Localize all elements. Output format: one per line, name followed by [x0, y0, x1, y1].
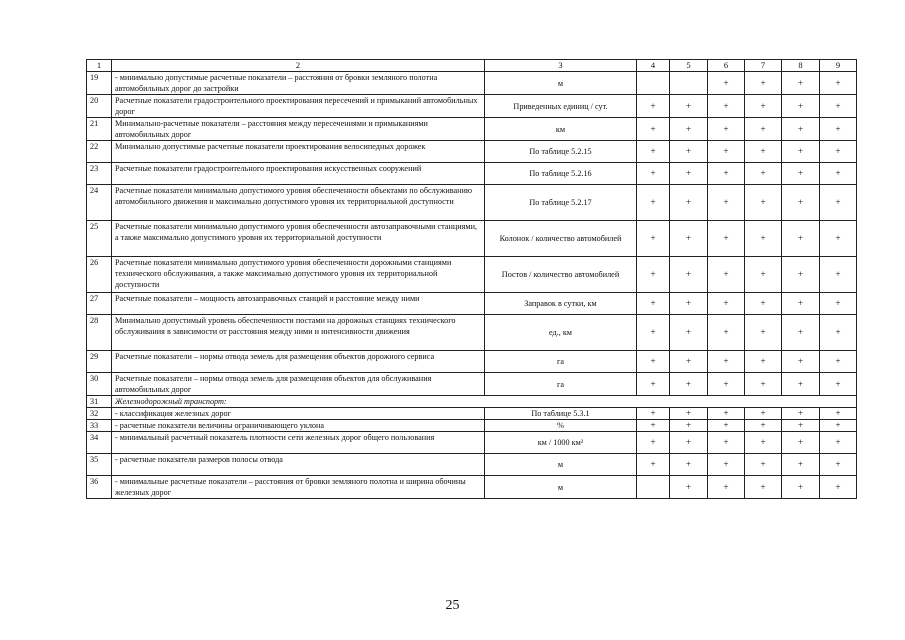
applicability-mark-cell: + — [820, 315, 857, 351]
unit-cell: м — [485, 476, 637, 499]
table-row — [87, 257, 857, 293]
table-header-row — [87, 60, 857, 72]
row-number-cell: 24 — [87, 185, 112, 221]
description-cell: Расчетные показатели – нормы отвода земель для размещения объектов дорожного сервиса — [112, 351, 485, 373]
applicability-mark-cell: + — [782, 454, 820, 476]
applicability-mark-cell: + — [708, 95, 745, 118]
unit-cell: км — [485, 118, 637, 141]
row-number-cell: 21 — [87, 118, 112, 141]
section-title-cell: Железнодорожный транспорт: — [112, 396, 857, 408]
unit-cell: % — [485, 420, 637, 432]
applicability-mark-cell: + — [820, 373, 857, 396]
row-number-cell: 32 — [87, 408, 112, 420]
row-number-cell: 20 — [87, 95, 112, 118]
applicability-mark-cell: + — [708, 373, 745, 396]
applicability-mark-cell: + — [670, 95, 708, 118]
table-row — [87, 72, 857, 95]
applicability-mark-cell: + — [670, 163, 708, 185]
table-row — [87, 95, 857, 118]
applicability-mark-cell: + — [782, 141, 820, 163]
applicability-mark-cell: + — [708, 315, 745, 351]
unit-cell: Колонок / количество автомобилей — [485, 221, 637, 257]
applicability-mark-cell: + — [637, 163, 670, 185]
applicability-mark-cell: + — [637, 257, 670, 293]
table-row — [87, 420, 857, 432]
applicability-mark-cell: + — [745, 185, 782, 221]
applicability-mark-cell: + — [708, 257, 745, 293]
unit-cell: По таблице 5.3.1 — [485, 408, 637, 420]
unit-cell: ед., км — [485, 315, 637, 351]
applicability-mark-cell: + — [745, 141, 782, 163]
applicability-mark-cell: + — [670, 141, 708, 163]
applicability-mark-cell: + — [708, 420, 745, 432]
applicability-mark-cell: + — [820, 432, 857, 454]
applicability-mark-cell: + — [708, 118, 745, 141]
applicability-mark-cell: + — [782, 72, 820, 95]
row-number-cell: 31 — [87, 396, 112, 408]
unit-cell: м — [485, 72, 637, 95]
header-cell: 5 — [670, 60, 708, 72]
row-number-cell: 23 — [87, 163, 112, 185]
applicability-mark-cell: + — [670, 454, 708, 476]
applicability-mark-cell: + — [637, 420, 670, 432]
applicability-mark-cell: + — [637, 293, 670, 315]
applicability-mark-cell: + — [745, 72, 782, 95]
applicability-mark-cell: + — [745, 432, 782, 454]
row-number-cell: 25 — [87, 221, 112, 257]
applicability-mark-cell: + — [782, 257, 820, 293]
applicability-mark-cell: + — [782, 432, 820, 454]
unit-cell: Заправок в сутки, км — [485, 293, 637, 315]
applicability-mark-cell: + — [708, 163, 745, 185]
header-cell: 9 — [820, 60, 857, 72]
applicability-mark-cell: + — [637, 432, 670, 454]
applicability-mark-cell: + — [745, 95, 782, 118]
applicability-mark-cell: + — [708, 351, 745, 373]
table-row — [87, 141, 857, 163]
applicability-mark-cell: + — [745, 351, 782, 373]
requirements-table — [86, 59, 857, 499]
applicability-mark-cell: + — [637, 95, 670, 118]
applicability-mark-cell: + — [745, 221, 782, 257]
applicability-mark-cell: + — [782, 408, 820, 420]
applicability-mark-cell: + — [637, 118, 670, 141]
description-cell: - минимально допустимые расчетные показатели – расстояния от бровки земляного полотна автомобильных дорог до застройки — [112, 72, 485, 95]
applicability-mark-cell: + — [670, 118, 708, 141]
table-row — [87, 432, 857, 454]
applicability-mark-cell: + — [820, 118, 857, 141]
applicability-mark-cell: + — [670, 293, 708, 315]
row-number-cell: 30 — [87, 373, 112, 396]
applicability-mark-cell — [637, 72, 670, 95]
applicability-mark-cell: + — [820, 141, 857, 163]
applicability-mark-cell: + — [745, 373, 782, 396]
table-row — [87, 163, 857, 185]
unit-cell: По таблице 5.2.15 — [485, 141, 637, 163]
table-row — [87, 118, 857, 141]
header-cell: 6 — [708, 60, 745, 72]
applicability-mark-cell: + — [820, 95, 857, 118]
unit-cell: По таблице 5.2.16 — [485, 163, 637, 185]
table-row — [87, 351, 857, 373]
applicability-mark-cell: + — [820, 454, 857, 476]
table-row — [87, 315, 857, 351]
row-number-cell: 26 — [87, 257, 112, 293]
table-section-row — [87, 396, 857, 408]
applicability-mark-cell: + — [708, 141, 745, 163]
applicability-mark-cell: + — [670, 185, 708, 221]
description-cell: - расчетные показатели размеров полосы отвода — [112, 454, 485, 476]
description-cell: Расчетные показатели минимально допустимого уровня обеспеченности автозаправочными станциями, а также максимально допустимого уровня их территориальной доступности — [112, 221, 485, 257]
applicability-mark-cell: + — [782, 420, 820, 432]
applicability-mark-cell: + — [820, 221, 857, 257]
applicability-mark-cell: + — [708, 454, 745, 476]
applicability-mark-cell: + — [820, 293, 857, 315]
applicability-mark-cell: + — [782, 163, 820, 185]
applicability-mark-cell: + — [637, 454, 670, 476]
applicability-mark-cell — [670, 72, 708, 95]
applicability-mark-cell: + — [820, 257, 857, 293]
header-cell: 4 — [637, 60, 670, 72]
applicability-mark-cell: + — [708, 185, 745, 221]
applicability-mark-cell: + — [820, 476, 857, 499]
applicability-mark-cell: + — [745, 257, 782, 293]
applicability-mark-cell: + — [670, 420, 708, 432]
applicability-mark-cell: + — [708, 408, 745, 420]
applicability-mark-cell: + — [745, 454, 782, 476]
applicability-mark-cell: + — [782, 476, 820, 499]
applicability-mark-cell: + — [782, 293, 820, 315]
unit-cell: км / 1000 км² — [485, 432, 637, 454]
applicability-mark-cell: + — [745, 118, 782, 141]
applicability-mark-cell: + — [782, 95, 820, 118]
page-number: 25 — [445, 598, 460, 613]
applicability-mark-cell: + — [745, 163, 782, 185]
applicability-mark-cell: + — [637, 141, 670, 163]
applicability-mark-cell: + — [745, 420, 782, 432]
applicability-mark-cell: + — [670, 221, 708, 257]
applicability-mark-cell: + — [782, 118, 820, 141]
header-cell: 8 — [782, 60, 820, 72]
applicability-mark-cell — [637, 476, 670, 499]
unit-cell: Постов / количество автомобилей — [485, 257, 637, 293]
row-number-cell: 36 — [87, 476, 112, 499]
row-number-cell: 33 — [87, 420, 112, 432]
applicability-mark-cell: + — [637, 221, 670, 257]
applicability-mark-cell: + — [708, 432, 745, 454]
description-cell: - классификация железных дорог — [112, 408, 485, 420]
table-row — [87, 373, 857, 396]
applicability-mark-cell: + — [708, 293, 745, 315]
header-cell: 3 — [485, 60, 637, 72]
applicability-mark-cell: + — [820, 351, 857, 373]
applicability-mark-cell: + — [820, 72, 857, 95]
row-number-cell: 22 — [87, 141, 112, 163]
table-row — [87, 476, 857, 499]
description-cell: Расчетные показатели – нормы отвода земель для размещения объектов для обслуживания автомобильных дорог — [112, 373, 485, 396]
applicability-mark-cell: + — [782, 315, 820, 351]
applicability-mark-cell: + — [782, 221, 820, 257]
unit-cell: га — [485, 373, 637, 396]
description-cell: - минимальный расчетный показатель плотности сети железных дорог общего пользования — [112, 432, 485, 454]
applicability-mark-cell: + — [637, 373, 670, 396]
table-row — [87, 293, 857, 315]
description-cell: Минимально-расчетные показатели – расстояния между пересечениями и примыканиями автомобильных дорог — [112, 118, 485, 141]
row-number-cell: 27 — [87, 293, 112, 315]
applicability-mark-cell: + — [670, 315, 708, 351]
header-cell: 7 — [745, 60, 782, 72]
applicability-mark-cell: + — [670, 351, 708, 373]
row-number-cell: 28 — [87, 315, 112, 351]
description-cell: Минимально допустимый уровень обеспеченности постами на дорожных станциях технического обслуживания в зависимости от расстояния между ними и интенсивности движения — [112, 315, 485, 351]
description-cell: Минимально допустимые расчетные показатели проектирования велосипедных дорожек — [112, 141, 485, 163]
unit-cell: Приведенных единиц / сут. — [485, 95, 637, 118]
applicability-mark-cell: + — [670, 373, 708, 396]
applicability-mark-cell: + — [708, 221, 745, 257]
row-number-cell: 19 — [87, 72, 112, 95]
description-cell: Расчетные показатели градостроительного проектирования пересечений и примыканий автомобильных дорог — [112, 95, 485, 118]
description-cell: Расчетные показатели минимально допустимого уровня обеспеченности дорожными станциями технического обслуживания, а также максимально допустимого уровня их территориальной доступности — [112, 257, 485, 293]
table-row — [87, 185, 857, 221]
applicability-mark-cell: + — [745, 315, 782, 351]
table-row — [87, 408, 857, 420]
applicability-mark-cell: + — [782, 185, 820, 221]
unit-cell: По таблице 5.2.17 — [485, 185, 637, 221]
table-row — [87, 454, 857, 476]
applicability-mark-cell: + — [670, 257, 708, 293]
applicability-mark-cell: + — [782, 351, 820, 373]
header-cell: 2 — [112, 60, 485, 72]
applicability-mark-cell: + — [637, 185, 670, 221]
applicability-mark-cell: + — [745, 408, 782, 420]
description-cell: Расчетные показатели – мощность автозаправочных станций и расстояние между ними — [112, 293, 485, 315]
table-body — [87, 60, 857, 499]
applicability-mark-cell: + — [637, 408, 670, 420]
applicability-mark-cell: + — [670, 408, 708, 420]
description-cell: - расчетные показатели величины ограничивающего уклона — [112, 420, 485, 432]
applicability-mark-cell: + — [670, 432, 708, 454]
unit-cell: га — [485, 351, 637, 373]
row-number-cell: 34 — [87, 432, 112, 454]
header-cell: 1 — [87, 60, 112, 72]
row-number-cell: 29 — [87, 351, 112, 373]
applicability-mark-cell: + — [637, 315, 670, 351]
applicability-mark-cell: + — [708, 72, 745, 95]
applicability-mark-cell: + — [745, 293, 782, 315]
applicability-mark-cell: + — [637, 351, 670, 373]
applicability-mark-cell: + — [820, 163, 857, 185]
table-row — [87, 221, 857, 257]
unit-cell: м — [485, 454, 637, 476]
row-number-cell: 35 — [87, 454, 112, 476]
applicability-mark-cell: + — [820, 185, 857, 221]
applicability-mark-cell: + — [820, 408, 857, 420]
applicability-mark-cell: + — [670, 476, 708, 499]
applicability-mark-cell: + — [745, 476, 782, 499]
applicability-mark-cell: + — [782, 373, 820, 396]
applicability-mark-cell: + — [820, 420, 857, 432]
description-cell: Расчетные показатели градостроительного проектирования искусственных сооружений — [112, 163, 485, 185]
applicability-mark-cell: + — [708, 476, 745, 499]
description-cell: - минимальные расчетные показатели – расстояния от бровки земляного полотна и ширина обочины железных дорог — [112, 476, 485, 499]
description-cell: Расчетные показатели минимально допустимого уровня обеспеченности объектами по обслуживанию автомобильного движения и максимально допустимого уровня их территориальной доступности — [112, 185, 485, 221]
